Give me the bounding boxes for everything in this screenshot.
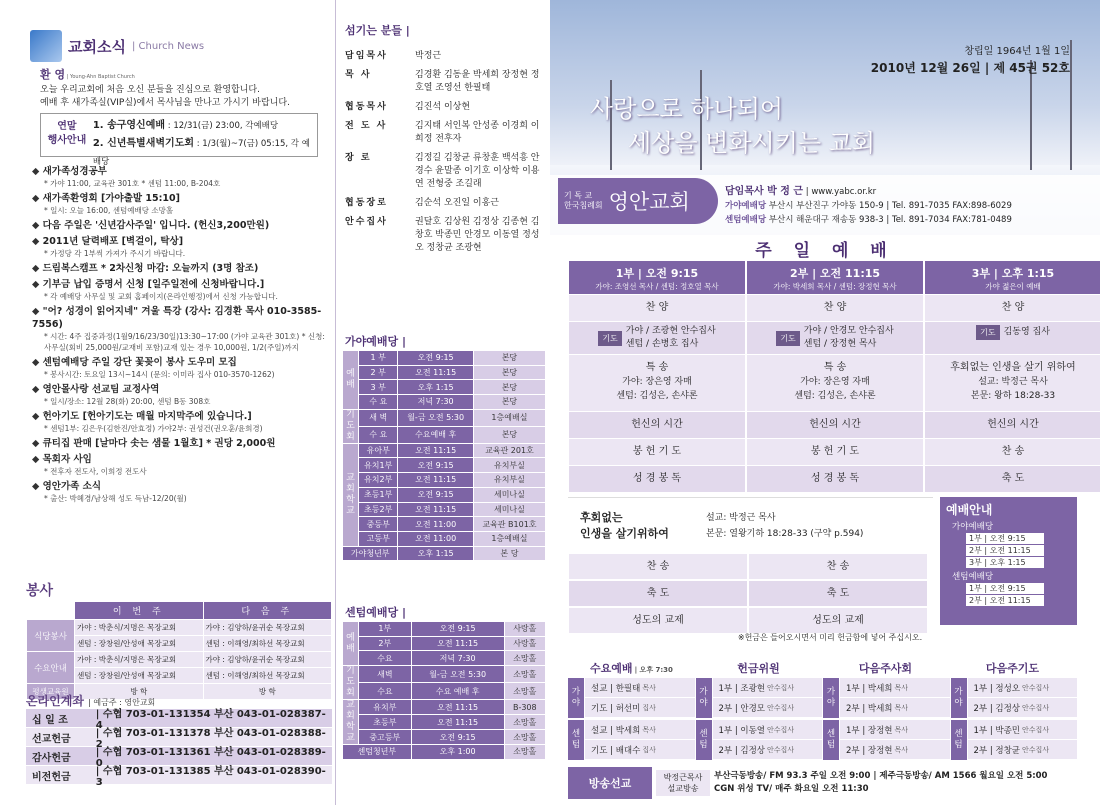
order-item: 찬 송 xyxy=(925,439,1100,465)
schedule-place: 소망홀 xyxy=(504,730,545,745)
schedule-row xyxy=(343,730,546,745)
duty-item: 1부 | 정성오 안수집사 xyxy=(968,678,1078,697)
church-news-title: 교회소식 xyxy=(68,37,126,56)
sunday-worship-title: 주 일 예 배 xyxy=(755,241,895,261)
news-headline: ◆ 큐티집 판매 [날마다 솟는 샘물 1월호] * 권당 2,000원 xyxy=(32,437,332,450)
schedule-place: 본당 xyxy=(473,426,545,443)
schedule-group: 예배 xyxy=(343,351,359,410)
news-item xyxy=(32,192,332,216)
news-detail: * 센텀1부: 김은우(김한진/안효정) 가야2부: 권성건(권오훈/윤희경) xyxy=(44,424,263,433)
order-item: 찬 양 xyxy=(747,295,923,321)
duty-site: 가야 xyxy=(823,678,839,718)
schedule-group: 교회학교 xyxy=(343,443,359,546)
order-item: 찬 송 xyxy=(749,554,927,579)
duty-item: 1부 | 박종민 안수집사 xyxy=(968,720,1078,739)
schedule-place: 본당 xyxy=(473,365,545,380)
schedule-place: 본 당 xyxy=(473,546,545,561)
volunteer-label: 수요안내 xyxy=(27,652,75,684)
schedule-time: 오전 11:15 xyxy=(398,473,473,488)
schedule-name: 1 부 xyxy=(359,351,398,366)
order-item: 헌신의 시간 xyxy=(925,412,1100,438)
news-headline: ◆ 기부금 납입 증명서 신청 [일주일전에 신청바랍니다.] xyxy=(32,278,332,291)
schedule-name: 2부 xyxy=(359,636,412,651)
staff-column xyxy=(337,0,549,805)
schedule-name: 가야청년부 xyxy=(343,546,398,561)
schedule-place: B-308 xyxy=(504,700,545,715)
schedule-row xyxy=(343,487,546,502)
guide-item: 1부 | 오전 9:15 xyxy=(966,583,1044,594)
staff-names: 김정길 김창균 류창훈 백석흥 안경수 윤말종 이기호 이상학 이용연 전형중 조길래 xyxy=(415,153,540,189)
order-item: 성 경 봉 독 xyxy=(569,466,745,492)
schedule-place: 소망홀 xyxy=(504,683,545,700)
guide-item: 3부 | 오후 1:15 xyxy=(966,557,1044,568)
staff-role: 목 사 xyxy=(345,70,372,80)
schedule-row xyxy=(343,517,546,532)
news-detail: * 가야 11:00, 교육관 301호 * 센텀 11:00, B-204호 xyxy=(44,179,221,188)
schedule-name: 초등1부 xyxy=(359,487,398,502)
schedule-row xyxy=(343,745,546,760)
staff-role: 협동목사 xyxy=(345,102,388,112)
duty-block xyxy=(696,720,823,760)
duty-site: 센텀 xyxy=(696,720,712,760)
duty-item: 2부 | 김정상 안수집사 xyxy=(968,698,1078,717)
schedule-place: 사랑홀 xyxy=(504,636,545,651)
prayer-label: 기도 xyxy=(776,331,799,346)
schedule-row xyxy=(343,546,546,561)
staff-role: 장 로 xyxy=(345,153,372,163)
duty-site: 센텀 xyxy=(823,720,839,760)
staff-row xyxy=(345,216,545,255)
order-item: 헌신의 시간 xyxy=(747,412,923,438)
order-item: 찬 양 xyxy=(569,295,745,321)
schedule-place: 본당 xyxy=(473,380,545,395)
church-slogan: 사랑으로 하나되어 세상을 변화시키는 교회 xyxy=(590,95,876,157)
schedule-time: 저녁 7:30 xyxy=(411,651,504,666)
schedule-name: 고등부 xyxy=(359,531,398,546)
prayer-item xyxy=(747,322,923,354)
issue-date: 창립일 1964년 1월 1일 2010년 12월 26일 | 제 45권 52호 xyxy=(870,46,1070,75)
sermon-preacher: 설교: 박정근 목사 xyxy=(706,512,776,523)
staff-names: 김순석 오진일 이홍근 xyxy=(415,198,499,208)
duty-item: 2부 | 정창균 안수집사 xyxy=(968,740,1078,759)
order-item: 축 도 xyxy=(925,466,1100,492)
schedule-name: 3 부 xyxy=(359,380,398,395)
schedule-time: 오전 11:15 xyxy=(398,502,473,517)
worship-guide: 예배안내 가야예배당 1부 | 오전 9:15 2부 | 오전 11:15 3부 | 오후 1:15 센텀예배당 1부 | 오전 9:15 2부 | 오전 11:15 xyxy=(940,497,1077,625)
event-item: 2. 신년특별새벽기도회 : 1/3(월)~7(금) 05:15, 각 예배당 xyxy=(92,138,310,167)
schedule-place: 소망홀 xyxy=(504,715,545,730)
volunteer-table: 이 번 주 다 음 주 식당봉사 가야 : 박춘식/지명은 목장교회 가야 : 김양하/윤귀순 목장교회 센텀 : 장창원/안성애 목장교회 센텀 : 이해영/최하선 목장교회 수요안내 가야 : 박춘식/지명은 목장교회 가야 : 김양하/윤귀순 목장교회 센텀 : 장창원/안성애 목장교회 센텀 : 이해영/최하선 목장교회 평생교육원 방 학 방 학 xyxy=(26,601,332,700)
prayer-names: 가야 / 조광현 안수집사 센텀 / 손병호 집사 xyxy=(625,326,716,349)
special-song: 특 송 가야: 장은영 자매 센텀: 김성은, 손샤론 xyxy=(569,355,745,411)
news-detail: * 출산: 박혜경/남상해 성도 득남-12/20(월) xyxy=(44,494,187,503)
table-row xyxy=(27,620,332,636)
table-cell: 센텀 : 이해영/최하선 목장교회 xyxy=(203,668,332,684)
order-item: 헌신의 시간 xyxy=(569,412,745,438)
news-item xyxy=(32,383,332,407)
duty-block xyxy=(568,720,695,760)
sermon-block: 후회없는 인생을 살기위하여 설교: 박정근 목사 본문: 열왕기하 18:28-33 (구약 p.594) 찬 송 찬 송 축 도 축 도 성도의 교제 성도의 교제 xyxy=(568,497,933,634)
schedule-time: 오전 11:15 xyxy=(411,636,504,651)
welcome-message: 환 영 | Young-Ahn Baptist Church 오늘 우리교회에 처음 오신 분들을 진심으로 환영합니다. 예배 후 새가족실(VIP실)에서 목사님을 만나고 가시기 바랍니다. xyxy=(40,68,290,108)
table-cell: 가야 : 박춘식/지명은 목장교회 xyxy=(75,652,204,668)
staff-names: 김진석 이상현 xyxy=(415,102,471,112)
schedule-time: 오후 1:00 xyxy=(411,745,504,760)
news-item xyxy=(32,305,332,353)
schedule-row xyxy=(343,380,546,395)
prayer-item xyxy=(569,322,745,354)
worship-leader: 가야: 조영선 목사 / 센텀: 정호열 목사 xyxy=(595,282,719,291)
schedule-time: 오전 11:00 xyxy=(398,517,473,532)
schedule-time: 오전 9:15 xyxy=(398,458,473,473)
gaya-schedule-title: 가야예배당 | xyxy=(345,335,406,348)
gaya-schedule-table xyxy=(342,350,546,561)
schedule-row xyxy=(343,409,546,426)
schedule-place: 본당 xyxy=(473,395,545,410)
staff-names: 권달호 김상원 김정상 김종현 김창호 박종민 안경모 이동열 정성오 정창균 조광현 xyxy=(415,217,540,253)
news-item xyxy=(32,437,332,450)
staff-row xyxy=(345,50,545,63)
staff-names: 김경환 김동윤 박세희 장정현 정호열 조영선 한필태 xyxy=(415,70,540,93)
schedule-time: 월-금 오전 5:30 xyxy=(411,666,504,683)
account-type: 십 일 조 xyxy=(32,714,68,726)
table-cell: 가야 : 박춘식/지명은 목장교회 xyxy=(75,620,204,636)
news-detail: * 가정당 각 1부씩 가져가 주시기 바랍니다. xyxy=(44,249,186,258)
worship-header xyxy=(747,261,923,294)
schedule-name: 수 요 xyxy=(359,395,398,410)
table-cell: 가야 : 김양하/윤귀순 목장교회 xyxy=(203,620,332,636)
next-prayer-header: 다음주기도 xyxy=(985,662,1040,675)
account-number: | 수협 703-01-131354 부산 043-01-028387-4 xyxy=(95,709,326,731)
schedule-place: 1층예배실 xyxy=(473,531,545,546)
schedule-time: 오후 1:15 xyxy=(398,546,473,561)
next-host-header: 다음주사회 xyxy=(858,662,913,675)
volunteer-section xyxy=(26,580,332,700)
schedule-group: 예배 xyxy=(343,622,359,666)
church-logo: 기 독 교 한국침례회 영안교회 xyxy=(558,178,718,224)
duty-item: 2부 | 안경모 안수집사 xyxy=(713,698,823,717)
duty-block xyxy=(951,678,1078,718)
online-accounts: 온라인계좌 | 예금주 : 영안교회 십 일 조 | 수협 703-01-131354 부산 043-01-028387-4 선교헌금 | 수협 703-01-131378 부산 043-01-028388-2 감사헌금 | 수협 703-01-131361 부산 043-01-028389-0 비전헌금 | 수협 703-01-131385 부산 043-01-028390-3 xyxy=(26,692,332,785)
guide-item: 2부 | 오전 11:15 xyxy=(966,545,1044,556)
staff-names: 박정근 xyxy=(415,51,442,61)
schedule-group: 교회학교 xyxy=(343,700,359,745)
schedule-time: 오전 9:15 xyxy=(398,351,473,366)
order-item: 봉 헌 기 도 xyxy=(569,439,745,465)
news-item xyxy=(32,235,332,259)
news-item xyxy=(32,262,332,275)
news-item xyxy=(32,453,332,477)
church-news-title-en: | Church News xyxy=(131,40,205,52)
news-detail: * 일시: 오늘 16:00, 센텀예배당 소망홀 xyxy=(44,206,174,215)
staff-role: 안수집사 xyxy=(345,217,388,227)
worship-leader: 가야 젊은이 예배 xyxy=(985,282,1041,291)
schedule-name: 2 부 xyxy=(359,365,398,380)
schedule-place: 본당 xyxy=(473,351,545,366)
news-item xyxy=(32,278,332,302)
table-cell: 가야 : 김양하/윤귀순 목장교회 xyxy=(203,652,332,668)
duty-item: 1부 | 이동열 안수집사 xyxy=(713,720,823,739)
schedule-name: 초등2부 xyxy=(359,502,398,517)
schedule-place: 사랑홀 xyxy=(504,622,545,637)
worship-time: 1부 | 오전 9:15 xyxy=(615,267,699,280)
order-item: 봉 헌 기 도 xyxy=(747,439,923,465)
schedule-name: 수요 xyxy=(359,683,412,700)
schedule-place: 소망홀 xyxy=(504,651,545,666)
schedule-row xyxy=(343,458,546,473)
news-detail: * 각 예배당 사무실 및 교회 홈페이지(온라인행정)에서 신청 가능합니다. xyxy=(44,292,278,301)
schedule-row xyxy=(343,502,546,517)
schedule-time: 수요예배 후 xyxy=(398,426,473,443)
schedule-place: 세미나실 xyxy=(473,502,545,517)
schedule-name: 초등부 xyxy=(359,715,412,730)
schedule-name: 유아부 xyxy=(359,443,398,458)
schedule-time: 월-금 오전 5:30 xyxy=(398,409,473,426)
duty-block xyxy=(951,720,1078,760)
schedule-name: 새 벽 xyxy=(359,409,398,426)
staff-role: 전 도 사 xyxy=(345,121,388,131)
order-item: 성도의 교제 xyxy=(569,608,747,633)
news-headline: ◆ 센텀예배당 주일 강단 꽃꽂이 봉사 도우미 모집 xyxy=(32,356,332,369)
year-end-events xyxy=(40,113,318,167)
news-headline: ◆ 드림복스캠프 * 2차신청 마감: 오늘까지 (3명 참조) xyxy=(32,262,332,275)
duty-item: 설교 | 한필태 목사 xyxy=(585,678,695,697)
schedule-time: 오전 11:15 xyxy=(398,365,473,380)
order-row xyxy=(568,580,933,607)
worship-header xyxy=(925,261,1100,294)
schedule-row xyxy=(343,531,546,546)
schedule-group: 기도회 xyxy=(343,409,359,443)
guide-item: 2부 | 오전 11:15 xyxy=(966,595,1044,606)
schedule-name: 유치2부 xyxy=(359,473,398,488)
worship-leader: 가야: 박세희 목사 / 센텀: 장정현 목사 xyxy=(773,282,897,291)
staff-list xyxy=(345,50,545,261)
staff-role: 협동장로 xyxy=(345,198,388,208)
news-item xyxy=(32,219,332,232)
special-song: 특 송 가야: 장은영 자매 센텀: 김성은, 손샤론 xyxy=(747,355,923,411)
schedule-row xyxy=(343,473,546,488)
table-cell: 센텀 : 이해영/최하선 목장교회 xyxy=(203,636,332,652)
schedule-row xyxy=(343,365,546,380)
schedule-place: 유치부실 xyxy=(473,473,545,488)
schedule-row xyxy=(343,426,546,443)
schedule-place: 1층예배실 xyxy=(473,409,545,426)
account-type: 감사헌금 xyxy=(32,752,71,764)
worship-time: 2부 | 오전 11:15 xyxy=(789,267,881,280)
duty-item: 2부 | 김정상 안수집사 xyxy=(713,740,823,759)
account-type: 비전헌금 xyxy=(32,771,71,783)
order-row xyxy=(568,553,933,580)
news-headline: ◆ 영안가족 소식 xyxy=(32,480,332,493)
news-detail: * 봉사시간: 토요일 13시~14시 (문의: 이미라 집사 010-3570-1262) xyxy=(44,370,275,379)
table-cell: 센텀 : 장창원/안성애 목장교회 xyxy=(75,668,204,684)
order-item: 성도의 교제 xyxy=(749,608,927,633)
news-headline: ◆ 목회자 사임 xyxy=(32,453,332,466)
volunteer-title: 봉사 xyxy=(26,583,54,599)
event-item: 1. 송구영신예배 : 12/31(금) 23:00, 각예배당 xyxy=(92,120,279,131)
account-row xyxy=(26,766,332,788)
schedule-time: 오전 11:15 xyxy=(398,443,473,458)
order-item: 성 경 봉 독 xyxy=(747,466,923,492)
church-news-icon xyxy=(30,30,62,62)
order-row xyxy=(568,607,933,634)
duty-item: 1부 | 조광현 안수집사 xyxy=(713,678,823,697)
offering-committee-header: 헌금위원 xyxy=(737,662,780,675)
duty-item: 1부 | 박세희 목사 xyxy=(840,678,950,697)
staff-role: 담임목사 xyxy=(345,51,388,61)
duty-site: 센텀 xyxy=(951,720,967,760)
volunteer-label: 식당봉사 xyxy=(27,620,75,652)
schedule-name: 센텀청년부 xyxy=(343,745,412,760)
schedule-row xyxy=(343,443,546,458)
staff-row xyxy=(345,120,545,146)
special-song: 후회없는 인생을 살기 위하여 설교: 박정근 목사 본문: 왕하 18:28-33 xyxy=(925,355,1100,411)
account-number: | 수협 703-01-131378 부산 043-01-028388-2 xyxy=(95,728,326,750)
schedule-row xyxy=(343,395,546,410)
news-item xyxy=(32,480,332,504)
schedule-name: 수 요 xyxy=(359,426,398,443)
schedule-row xyxy=(343,622,546,637)
schedule-name: 유치부 xyxy=(359,700,412,715)
news-item xyxy=(32,165,332,189)
order-item: 축 도 xyxy=(569,581,747,606)
schedule-place: 유치부실 xyxy=(473,458,545,473)
order-item: 축 도 xyxy=(749,581,927,606)
duty-item: 1부 | 장정현 목사 xyxy=(840,720,950,739)
worship-column-3 xyxy=(924,261,1100,493)
schedule-name: 수요 xyxy=(359,651,412,666)
schedule-time: 오전 9:15 xyxy=(411,730,504,745)
news-headline: ◆ 영안몰사랑 선교팀 교정사역 xyxy=(32,383,332,396)
offering-note: ※헌금은 들어오시면서 미리 헌금함에 넣어 주십시오. xyxy=(737,633,923,642)
staff-row xyxy=(345,101,545,114)
news-headline: ◆ 새가족환영회 [가야출발 15:10] xyxy=(32,192,332,205)
schedule-row xyxy=(343,636,546,651)
church-address: 담임목사 박 정 근 | www.yabc.or.kr 가야예배당 부산시 부산진구 가야동 150-9 | Tel. 891-7035 FAX:898-6029 센텀예배당 부산시 해운대구 재송동 938-3 | Tel. 891-7034 FAX:781-0489 xyxy=(725,186,1012,225)
schedule-row xyxy=(343,715,546,730)
centum-schedule-table xyxy=(342,621,546,760)
schedule-name: 새벽 xyxy=(359,666,412,683)
news-item xyxy=(32,356,332,380)
worship-header xyxy=(569,261,745,294)
account-type: 선교헌금 xyxy=(32,733,71,745)
duty-item: 기도 | 허선미 집사 xyxy=(585,698,695,717)
worship-column-2 xyxy=(746,261,924,493)
table-cell: 센텀 : 장창원/안성애 목장교회 xyxy=(75,636,204,652)
schedule-time: 오후 1:15 xyxy=(398,380,473,395)
table-row: 평생교육원 방 학 방 학 xyxy=(27,684,332,700)
duty-site: 가야 xyxy=(696,678,712,718)
duty-item: 2부 | 장정현 목사 xyxy=(840,740,950,759)
news-headline: ◆ 헌아기도 [헌아기도는 매월 마지막주에 있습니다.] xyxy=(32,410,332,423)
duty-block xyxy=(568,678,695,718)
staff-row xyxy=(345,152,545,191)
prayer-label: 기도 xyxy=(598,331,621,346)
schedule-place: 소망홀 xyxy=(504,745,545,760)
duty-item: 기도 | 배대수 집사 xyxy=(585,740,695,759)
schedule-place: 교육관 201호 xyxy=(473,443,545,458)
duty-site: 가야 xyxy=(568,678,584,718)
guide-item: 1부 | 오전 9:15 xyxy=(966,533,1044,544)
duty-item: 2부 | 박세희 목사 xyxy=(840,698,950,717)
prayer-label: 기도 xyxy=(976,325,999,340)
event-label: 연말 행사안내 xyxy=(47,121,87,146)
news-headline: ◆ 2011년 달력배포 [벽걸이, 탁상] xyxy=(32,235,332,248)
news-detail: * 전후자 전도사, 이희정 전도사 xyxy=(44,467,147,476)
worship-order xyxy=(568,261,1100,493)
duty-block xyxy=(823,678,950,718)
news-list xyxy=(32,165,332,507)
schedule-time: 오전 11:15 xyxy=(411,715,504,730)
schedule-row xyxy=(343,666,546,683)
order-item: 찬 양 xyxy=(925,295,1100,321)
schedule-name: 중등부 xyxy=(359,517,398,532)
schedule-name: 유치1부 xyxy=(359,458,398,473)
centum-schedule-title: 센텀예배당 | xyxy=(345,606,406,619)
sermon-text: 본문: 열왕기하 18:28-33 (구약 p.594) xyxy=(706,528,864,539)
church-news-header xyxy=(30,30,204,62)
staff-row xyxy=(345,197,545,210)
duty-site: 센텀 xyxy=(568,720,584,760)
news-headline: ◆ 다음 주일은 '신년감사주일' 입니다. (헌신3,200만원) xyxy=(32,219,332,232)
broadcast-mission: 방송선교 박정근목사 설교방송 부산극동방송/ FM 93.3 주일 오전 9:00 | 제주극동방송/ AM 1566 월요일 오전 5:00 CGN 위성 TV/ 매주 화요일 오전 11:30 xyxy=(568,766,1078,800)
worship-column-1 xyxy=(568,261,746,493)
schedule-name: 1부 xyxy=(359,622,412,637)
schedule-place: 교육관 B101호 xyxy=(473,517,545,532)
staff-names: 김지태 서인복 안성종 이경희 이희정 전후자 xyxy=(415,121,540,144)
news-headline: ◆ 새가족성경공부 xyxy=(32,165,332,178)
schedule-group: 기도회 xyxy=(343,666,359,700)
schedule-time: 오전 11:00 xyxy=(398,531,473,546)
order-item: 찬 송 xyxy=(569,554,747,579)
account-number: | 수협 703-01-131361 부산 043-01-028389-0 xyxy=(95,747,326,769)
duty-site: 가야 xyxy=(951,678,967,718)
prayer-names: 가야 / 안경모 안수집사 센텀 / 장정현 목사 xyxy=(803,326,894,349)
account-number: | 수협 703-01-131385 부산 043-01-028390-3 xyxy=(95,766,326,788)
schedule-time: 오전 9:15 xyxy=(398,487,473,502)
schedule-row xyxy=(343,683,546,700)
duty-item: 설교 | 박세희 목사 xyxy=(585,720,695,739)
news-detail: * 시간: 4주 집중과정(1월9/16/23/30일)13:30~17:00 (가야 교육관 301호) * 신청: 사무실(회비 25,000원/교재비 포함)교재 있는 경우 10,000원, 1/2(주일)까지 xyxy=(44,332,325,352)
duty-grid xyxy=(568,660,1078,760)
staff-row xyxy=(345,69,545,95)
schedule-row xyxy=(343,700,546,715)
staff-title: 섬기는 분들 | xyxy=(345,24,410,37)
church-news-column xyxy=(0,0,336,805)
schedule-time: 수요 예배 후 xyxy=(411,683,504,700)
worship-time: 3부 | 오후 1:15 xyxy=(971,267,1055,280)
news-headline: ◆ "어? 성경이 읽어지네" 겨울 특강 (강사: 김경환 목사 010-3585-7556) xyxy=(32,305,332,331)
schedule-place: 소망홀 xyxy=(504,666,545,683)
schedule-place: 세미나실 xyxy=(473,487,545,502)
wednesday-worship-header: 수요예배 | 오후 7:30 xyxy=(590,662,673,675)
news-detail: * 일시/장소: 12월 28(화) 20:00, 센텀 B동 308호 xyxy=(44,397,211,406)
schedule-time: 오전 11:15 xyxy=(411,700,504,715)
schedule-row xyxy=(343,351,546,366)
schedule-name: 중고등부 xyxy=(359,730,412,745)
duty-block xyxy=(696,678,823,718)
schedule-time: 오전 9:15 xyxy=(411,622,504,637)
duty-block xyxy=(823,720,950,760)
table-row xyxy=(27,652,332,668)
schedule-time: 저녁 7:30 xyxy=(398,395,473,410)
prayer-item xyxy=(925,322,1100,354)
schedule-row xyxy=(343,651,546,666)
news-item xyxy=(32,410,332,434)
prayer-names: 김동영 집사 xyxy=(1003,327,1050,337)
